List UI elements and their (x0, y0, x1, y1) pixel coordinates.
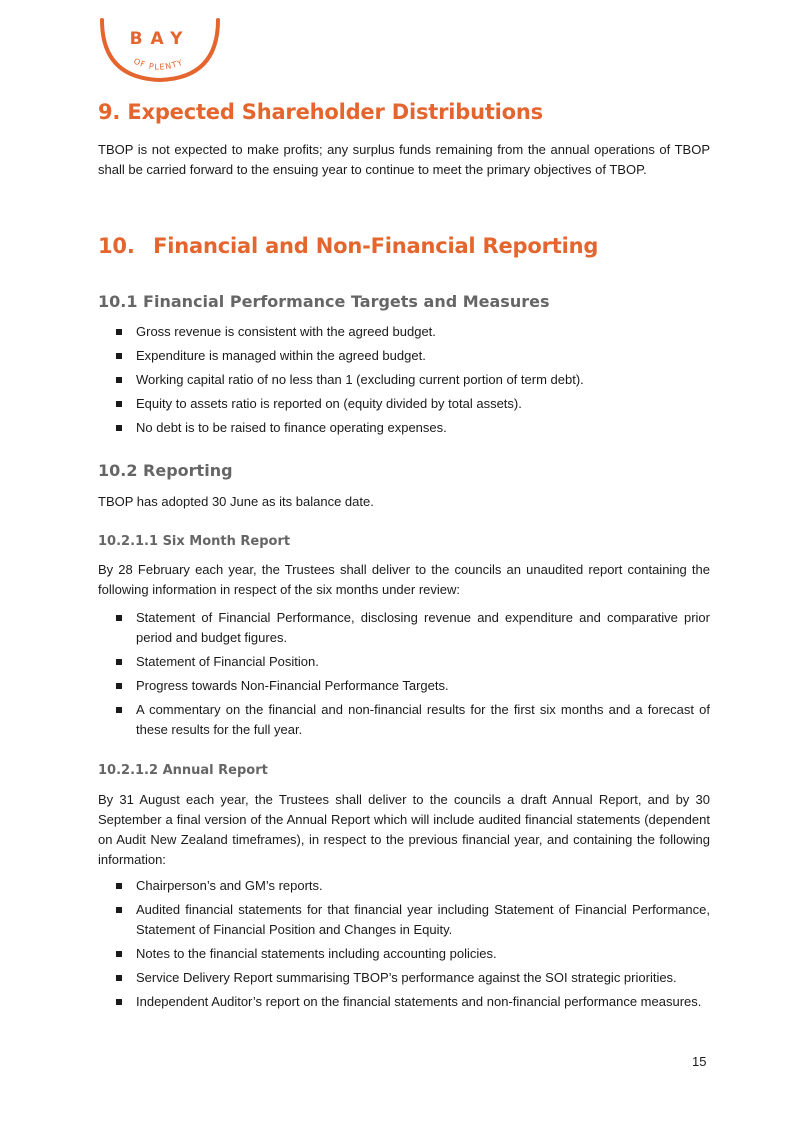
list-item: Audited financial statements for that financial year including Statement of Financial Performance, Statement of Financial Position and Changes in Equity. (98, 900, 710, 940)
annual-report-list (98, 876, 710, 1016)
page-number: 15 (692, 1054, 707, 1069)
list-item: Statement of Financial Performance, disclosing revenue and expenditure and comparative prior period and budget figures. (98, 608, 710, 648)
list-item: Notes to the financial statements including accounting policies. (98, 944, 710, 964)
six-month-report-heading: 10.2.1.1 Six Month Report (98, 534, 291, 549)
bullet-icon (116, 999, 122, 1005)
logo-word: BAY (129, 29, 191, 49)
list-item: Independent Auditor’s report on the financial statements and non-financial performance measures. (98, 992, 710, 1012)
bullet-icon (116, 683, 122, 689)
targets-list (98, 322, 710, 442)
annual-report-body: By 31 August each year, the Trustees shall deliver to the councils a draft Annual Report, and by 30 September a final version of the Annual Report which will include audited financial statements (dependent on Audit New Zealand timeframes), in respect to the previous financial year, and containing the following information: (98, 792, 710, 867)
bullet-icon (116, 615, 122, 621)
six-month-list (98, 608, 710, 744)
section-10-heading (98, 234, 598, 258)
annual-report-heading: 10.2.1.2 Annual Report (98, 763, 268, 778)
bullet-icon (116, 401, 122, 407)
section-9-title: Expected Shareholder Distributions (127, 100, 543, 124)
list-item: Working capital ratio of no less than 1 (excluding current portion of term debt). (98, 370, 710, 390)
list-item: Service Delivery Report summarising TBOP’s performance against the SOI strategic priorities. (98, 968, 710, 988)
svg-text:OF PLENTY (132, 57, 184, 72)
list-item: Equity to assets ratio is reported on (equity divided by total assets). (98, 394, 710, 414)
list-item: Progress towards Non-Financial Performance Targets. (98, 676, 710, 696)
section-9-body: TBOP is not expected to make profits; any surplus funds remaining from the annual operations of TBOP shall be carried forward to the ensuing year to continue to meet the primary objectives of TBOP. (98, 142, 710, 177)
list-item: Gross revenue is consistent with the agreed budget. (98, 322, 710, 342)
bullet-icon (116, 329, 122, 335)
bullet-icon (116, 353, 122, 359)
bullet-icon (116, 707, 122, 713)
section-9-number: 9. (98, 100, 121, 124)
list-item: A commentary on the financial and non-financial results for the first six months and a forecast of these results for the full year. (98, 700, 710, 740)
section-9-heading (98, 100, 543, 124)
reporting-body: TBOP has adopted 30 June as its balance date. (98, 494, 374, 509)
bullet-icon (116, 951, 122, 957)
section-10-number: 10. (98, 234, 135, 258)
list-item: No debt is to be raised to finance operating expenses. (98, 418, 710, 438)
section-10-title: Financial and Non-Financial Reporting (153, 234, 599, 258)
section-10-1-heading: 10.1 Financial Performance Targets and Measures (98, 292, 550, 311)
six-month-report-body: By 28 February each year, the Trustees shall deliver to the councils an unaudited report containing the following information in respect of the six months under review: (98, 562, 710, 597)
section-10-2-heading: 10.2 Reporting (98, 461, 233, 480)
list-item: Chairperson’s and GM’s reports. (98, 876, 710, 896)
bullet-icon (116, 377, 122, 383)
bullet-icon (116, 883, 122, 889)
bullet-icon (116, 425, 122, 431)
list-item: Expenditure is managed within the agreed budget. (98, 346, 710, 366)
logo-subword: OF PLENTY (132, 56, 185, 72)
list-item: Statement of Financial Position. (98, 652, 710, 672)
bullet-icon (116, 659, 122, 665)
bullet-icon (116, 907, 122, 913)
bay-of-plenty-logo (96, 14, 224, 84)
bullet-icon (116, 975, 122, 981)
